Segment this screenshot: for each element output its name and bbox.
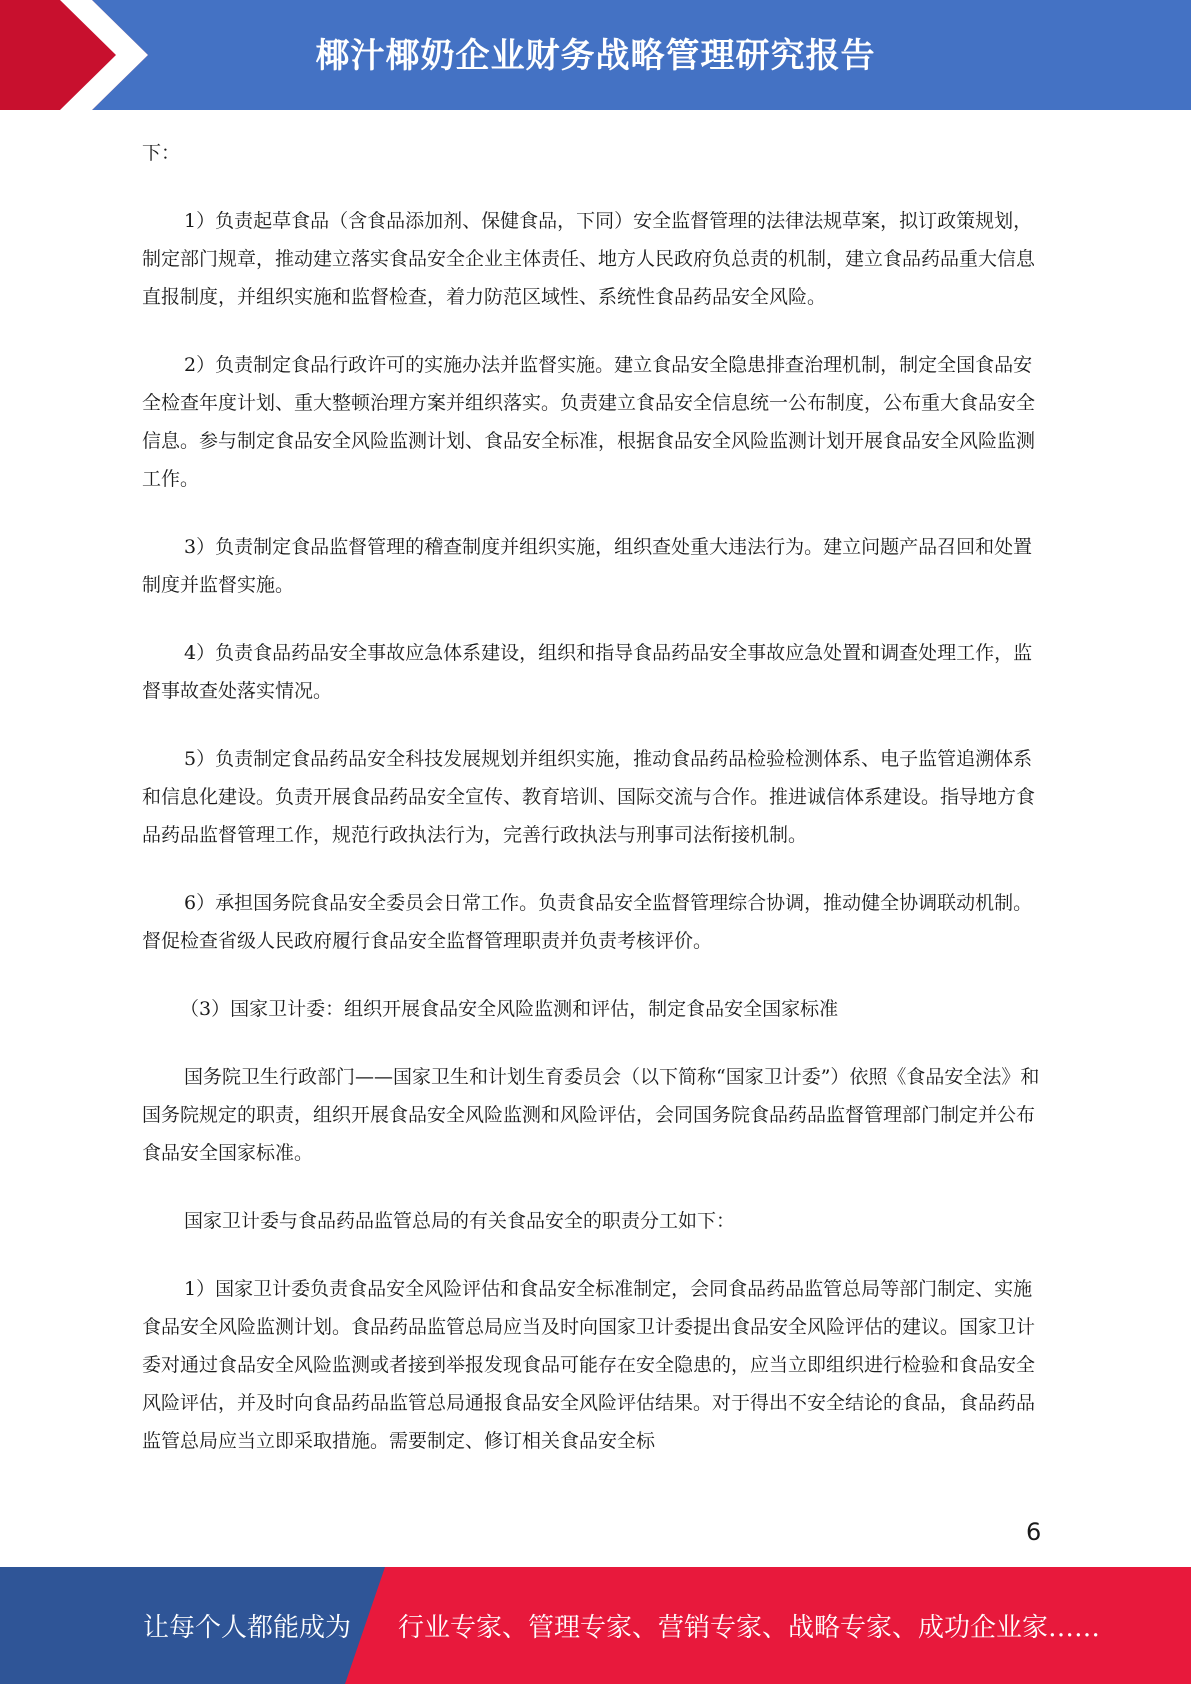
paragraph: 2）负责制定食品行政许可的实施办法并监督实施。建立食品安全隐患排查治理机制，制定全国食品安全检查年度计划、重大整顿治理方案并组织落实。负责建立食品安全信息统一公布制度，公布重大食品安全信息。参与制定食品安全风险监测计划、食品安全标准，根据食品安全风险监测计划开展食品安全风险监测工作。 [142,354,1036,490]
paragraph: 4）负责食品药品安全事故应急体系建设，组织和指导食品药品安全事故应急处置和调查处理工作，监督事故查处落实情况。 [142,642,1033,702]
section-heading: （3）国家卫计委：组织开展食品安全风险监测和评估，制定食品安全国家标准 [180,998,839,1020]
paragraph: 1）国家卫计委负责食品安全风险评估和食品安全标准制定，会同食品药品监管总局等部门制定、实施食品安全风险监测计划。食品药品监管总局应当及时向国家卫计委提出食品安全风险评估的建议。国家卫计委对通过食品安全风险监测或者接到举报发现食品可能存在安全隐患的，应当立即组织进行检验和食品安全风险评估，并及时向食品药品监管总局通报食品安全风险评估结果。对于得出不安全结论的食品，食品药品监管总局应当立即采取措施。需要制定、修订相关食品安全标 [142,1278,1036,1452]
paragraph: 1）负责起草食品（含食品添加剂、保健食品，下同）安全监督管理的法律法规草案，拟订政策规划，制定部门规章，推动建立落实食品安全企业主体责任、地方人民政府负总责的机制，建立食品药品重大信息直报制度，并组织实施和监督检查，着力防范区域性、系统性食品药品安全风险。 [142,210,1036,308]
paragraph: 3）负责制定食品监督管理的稽查制度并组织实施，组织查处重大违法行为。建立问题产品召回和处置制度并监督实施。 [142,536,1033,596]
footer-slogan-left: 让每个人都能成为 [143,1613,352,1643]
page-footer [0,1567,1191,1684]
page-number: 6 [1026,1518,1042,1546]
document-body [142,134,1047,1490]
paragraph: 5）负责制定食品药品安全科技发展规划并组织实施，推动食品药品检验检测体系、电子监管追溯体系和信息化建设。负责开展食品药品安全宣传、教育培训、国际交流与合作。推进诚信体系建设。指导地方食品药品监督管理工作，规范行政执法行为，完善行政执法与刑事司法衔接机制。 [142,748,1036,846]
footer-slogan-right: 行业专家、管理专家、营销专家、战略专家、成功企业家…… [398,1613,1101,1643]
paragraph: 国务院卫生行政部门——国家卫生和计划生育委员会（以下简称“国家卫计委”）依照《食品安全法》和国务院规定的职责，组织开展食品安全风险监测和风险评估，会同国务院食品药品监督管理部门制定并公布食品安全国家标准。 [142,1066,1040,1164]
paragraph: 国家卫计委与食品药品监管总局的有关食品安全的职责分工如下： [184,1210,736,1232]
paragraph: 下： [142,142,181,164]
paragraph: 6）承担国务院食品安全委员会日常工作。负责食品安全监督管理综合协调，推动健全协调联动机制。督促检查省级人民政府履行食品安全监督管理职责并负责考核评价。 [142,892,1033,952]
page-header [0,0,1191,110]
report-title: 椰汁椰奶企业财务战略管理研究报告 [315,36,876,76]
